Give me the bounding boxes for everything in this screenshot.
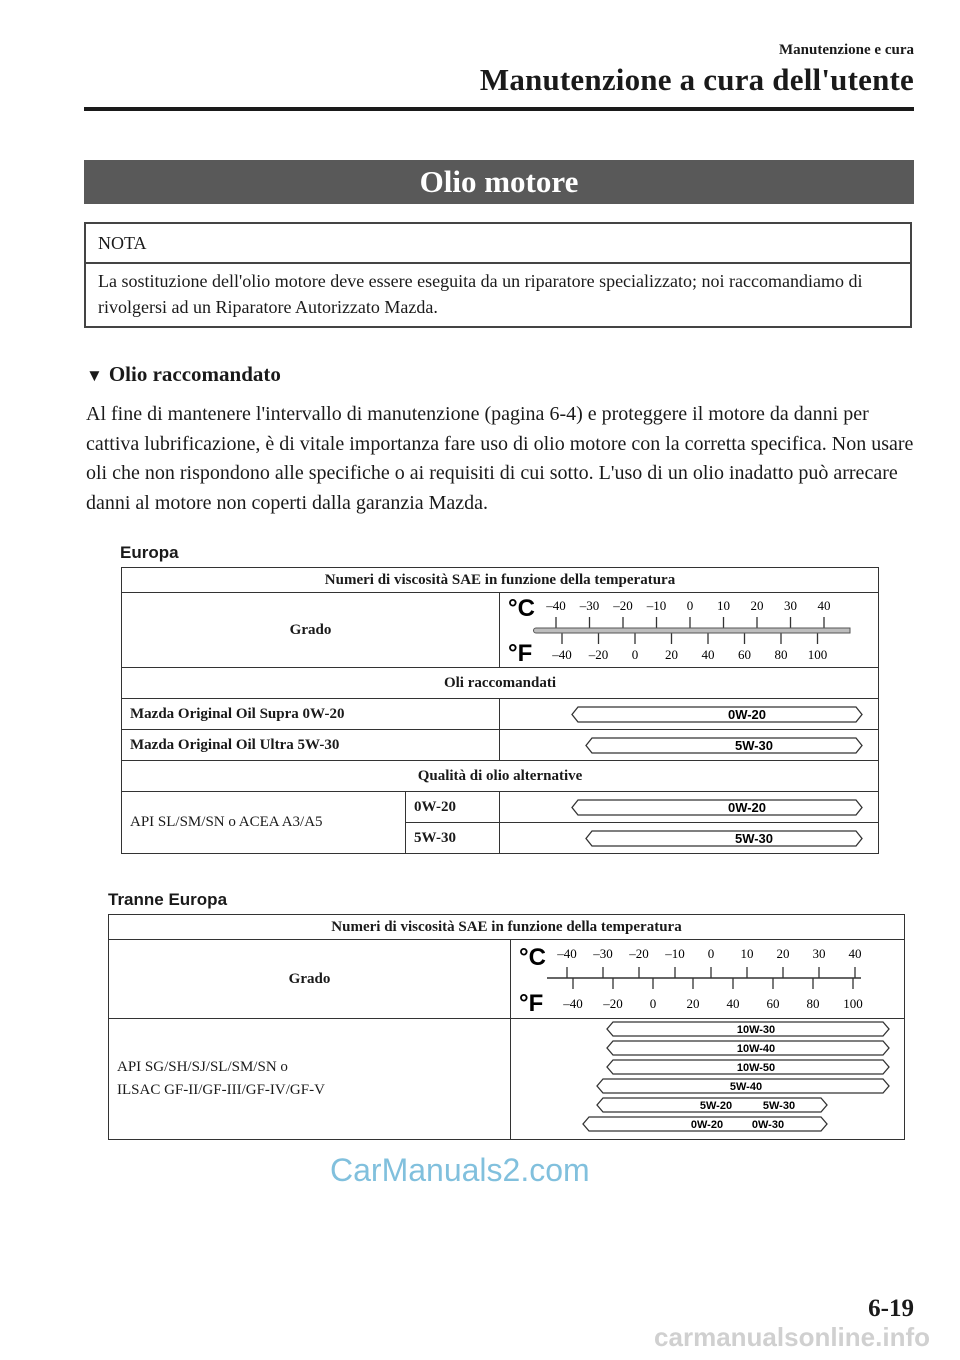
range-arrow bbox=[572, 800, 862, 815]
watermark: CarManuals2.com bbox=[330, 1152, 590, 1188]
alternative-grade-label: 5W-30 bbox=[406, 823, 500, 854]
range-bar-0w20-0w30 bbox=[583, 1117, 827, 1131]
alternative-spec: API SL/SM/SN o ACEA A3/A5 bbox=[122, 792, 406, 854]
non-europe-table-title: Numeri di viscosità SAE in funzione della temperatura bbox=[109, 915, 905, 940]
non-europe-spec bbox=[109, 1019, 511, 1140]
subheading-text: Olio raccomandato bbox=[108, 362, 281, 386]
non-europe-temperature-scale bbox=[511, 940, 905, 1019]
fahrenheit-label: –40 bbox=[552, 647, 572, 662]
celsius-label: 40 bbox=[817, 598, 831, 613]
triangle-down-icon: ▼ bbox=[86, 366, 103, 385]
europe-table-title: Numeri di viscosità SAE in funzione della temperatura bbox=[122, 568, 879, 593]
celsius-label: 10 bbox=[740, 946, 754, 961]
range-label: 0W-20 bbox=[727, 800, 767, 815]
thermometer-bar bbox=[534, 628, 851, 633]
fahrenheit-label: 20 bbox=[686, 996, 700, 1011]
celsius-label: 0 bbox=[707, 946, 715, 961]
range-label: 5W-30 bbox=[734, 738, 774, 753]
fahrenheit-ticks bbox=[562, 978, 863, 1011]
spec-line: ILSAC GF-II/GF-III/GF-IV/GF-V bbox=[117, 1082, 325, 1098]
celsius-label: –30 bbox=[579, 598, 600, 613]
spec-line: API SG/SH/SJ/SL/SM/SN o bbox=[117, 1059, 288, 1075]
range-bar-5w40 bbox=[597, 1079, 889, 1093]
note-box bbox=[84, 222, 912, 328]
celsius-ticks bbox=[545, 598, 830, 628]
fahrenheit-ticks bbox=[551, 633, 827, 662]
celsius-label: 20 bbox=[776, 946, 790, 961]
fahrenheit-label: 40 bbox=[726, 996, 740, 1011]
fahrenheit-label: 80 bbox=[774, 647, 788, 662]
note-text: La sostituzione dell'olio motore deve essere eseguita da un riparatore specializzato; noi raccomandiamo di rivolgersi ad un Riparatore Autorizzato Mazda. bbox=[98, 271, 863, 317]
range-arrow bbox=[572, 707, 862, 722]
chapter-title: Manutenzione a cura dell'utente bbox=[479, 62, 914, 97]
temp-scale-svg bbox=[511, 940, 905, 1018]
bar-label: 10W-40 bbox=[736, 1043, 776, 1055]
alternative-oil-range bbox=[500, 823, 879, 854]
europe-label: Europa bbox=[120, 543, 179, 562]
fahrenheit-unit: °F bbox=[508, 640, 533, 667]
bar-label: 5W-30 bbox=[762, 1100, 796, 1112]
celsius-label: 20 bbox=[750, 598, 764, 613]
alternative-grade-label: 0W-20 bbox=[406, 792, 500, 823]
header-rule bbox=[84, 107, 914, 111]
section-banner: Olio motore bbox=[84, 160, 914, 204]
fahrenheit-label: 80 bbox=[806, 996, 820, 1011]
fahrenheit-label: 60 bbox=[766, 996, 780, 1011]
note-title: NOTA bbox=[86, 224, 910, 264]
watermark-footer: carmanualsonline.info bbox=[654, 1322, 930, 1352]
bar-label: 5W-20 bbox=[699, 1100, 733, 1112]
bar-label: 10W-30 bbox=[736, 1024, 776, 1036]
fahrenheit-label: –20 bbox=[588, 647, 609, 662]
europe-temperature-scale bbox=[500, 593, 879, 668]
non-europe-oil-ranges bbox=[511, 1019, 905, 1140]
range-bar-10w50 bbox=[607, 1060, 889, 1074]
bar-label: 10W-50 bbox=[736, 1062, 776, 1074]
celsius-label: 0 bbox=[686, 598, 694, 613]
celsius-label: –10 bbox=[646, 598, 667, 613]
celsius-label: –10 bbox=[665, 946, 685, 961]
fahrenheit-label: 20 bbox=[665, 647, 678, 662]
fahrenheit-label: 0 bbox=[631, 647, 639, 662]
non-europe-grade-label: Grado bbox=[109, 940, 511, 1019]
range-arrow bbox=[586, 831, 862, 846]
europe-viscosity-table bbox=[121, 567, 879, 854]
celsius-label: 40 bbox=[848, 946, 862, 961]
fahrenheit-label: –40 bbox=[563, 996, 583, 1011]
range-label: 0W-20 bbox=[727, 707, 767, 722]
non-europe-label: Tranne Europa bbox=[108, 890, 228, 909]
bar-label: 5W-40 bbox=[729, 1081, 763, 1093]
range-bar-0w20 bbox=[572, 707, 862, 722]
celsius-unit: °C bbox=[508, 595, 535, 622]
recommended-oil-name: Mazda Original Oil Ultra 5W-30 bbox=[122, 730, 500, 761]
celsius-ticks bbox=[556, 946, 861, 978]
range-bar-10w40 bbox=[607, 1041, 889, 1055]
body-paragraph: Al fine di mantenere l'intervallo di manutenzione (pagina 6-4) e proteggere il motore da danni per cattiva lubrificazione, è di vitale importanza fare uso di olio motore con la corretta specifica. Non usare oli che non rispondono alle specifiche o ai requisiti di cui sotto. L'uso di un olio inadatto può arrecare danni al motore non coperti dalla garanzia Mazda. bbox=[86, 403, 914, 514]
celsius-label: –30 bbox=[593, 946, 613, 961]
section-title: Manutenzione e cura bbox=[779, 42, 914, 58]
fahrenheit-label: 40 bbox=[701, 647, 715, 662]
non-europe-viscosity-table bbox=[108, 914, 905, 1140]
celsius-label: –40 bbox=[557, 946, 577, 961]
fahrenheit-label: –20 bbox=[603, 996, 623, 1011]
range-bar-0w20 bbox=[572, 800, 862, 815]
non-europe-bars-svg bbox=[511, 1019, 905, 1139]
temp-scale-svg bbox=[500, 593, 879, 667]
recommended-oil-name: Mazda Original Oil Supra 0W-20 bbox=[122, 699, 500, 730]
celsius-label: 30 bbox=[784, 598, 797, 613]
recommended-oil-range bbox=[500, 730, 879, 761]
alternative-header: Qualità di olio alternative bbox=[122, 761, 879, 792]
fahrenheit-label: 100 bbox=[807, 647, 828, 662]
range-bar-5w30 bbox=[586, 831, 862, 846]
fahrenheit-label: 100 bbox=[843, 996, 863, 1011]
celsius-label: –20 bbox=[629, 946, 649, 961]
range-bar-5w30 bbox=[586, 738, 862, 753]
alternative-oil-range bbox=[500, 792, 879, 823]
range-bar-5w20-5w30 bbox=[597, 1098, 827, 1112]
fahrenheit-label: 0 bbox=[649, 996, 657, 1011]
subheading bbox=[86, 362, 281, 387]
recommended-oil-range bbox=[500, 699, 879, 730]
recommended-header: Oli raccomandati bbox=[122, 668, 879, 699]
celsius-label: 10 bbox=[717, 598, 730, 613]
range-arrow bbox=[586, 738, 862, 753]
celsius-label: –20 bbox=[613, 598, 633, 613]
range-label: 5W-30 bbox=[734, 831, 774, 846]
bar-label: 0W-30 bbox=[751, 1119, 785, 1131]
celsius-unit: °C bbox=[519, 944, 546, 971]
celsius-label: –40 bbox=[546, 598, 566, 613]
fahrenheit-unit: °F bbox=[519, 990, 544, 1017]
range-bar-10w30 bbox=[607, 1022, 889, 1036]
fahrenheit-label: 60 bbox=[738, 647, 751, 662]
bar-label: 0W-20 bbox=[690, 1119, 724, 1131]
celsius-label: 30 bbox=[812, 946, 826, 961]
europe-grade-label: Grado bbox=[122, 593, 500, 668]
page-number: 6-19 bbox=[868, 1295, 914, 1322]
